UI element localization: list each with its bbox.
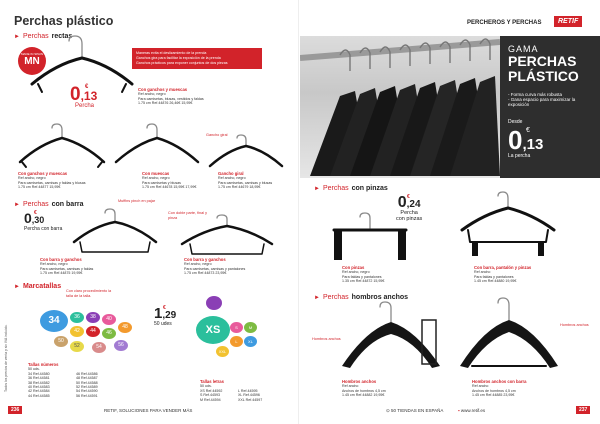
product-hombros-2: Hombros anchos con barra Ref ancho Anchos de hombros 4,5 cm 1.45 cm Ref.44885 23,95€ [472,379,527,398]
size-tag: 40 [102,314,116,325]
gama-panel: GAMA PERCHAS PLÁSTICO - Forma curva más robusta - Gana espacio para maximizar la exposición Desde 0,13 € La percha [500,36,600,178]
hero-hangers-illustration [300,36,500,178]
brand-logo: RETIF [554,16,582,27]
hanger-pinzas-2 [458,190,558,262]
product-row1-2: Con muescas Ref ancho, negro Para camisetas y blusas 1.75 cm Ref.44678 15,95€ 17,99€ [142,171,197,190]
benefit-item: Ganchos gira para facilitar la exposición de la prenda [136,56,221,60]
price-main: € 0,13 Percha [70,84,98,109]
size-tag: S [230,322,243,333]
size-tag: XS [196,316,230,344]
page-number-right: 237 [576,406,590,414]
hanger-barra-1 [70,208,160,258]
size-tag: 34 [40,310,68,332]
product-pinzas-1: Con pinzas Ref ancho, negro Para faldas y pantalones 1.35 cm Ref.44872 15,95€ [342,265,385,284]
footer-stores: ⊙ 50 TIENDAS EN ESPAÑA [386,408,444,413]
size-tag [206,296,222,310]
hanger-hombros-1 [336,300,446,376]
section-arrow-icon: ► [14,33,20,40]
section-con-barra: ► Perchas con barra [14,201,84,208]
size-tag: 38 [86,312,100,323]
table-row: M Ref.44594 XXL Ref.44597 [200,397,263,402]
page-number-left: 236 [8,406,22,414]
hero-photo [300,36,500,178]
price-marcatallas: € 1,29 50 udes [154,305,177,327]
gama-point: - Gana espacio para maximizar la exposición [508,97,576,107]
section-hombros-anchos: ► Perchas hombros anchos [314,294,409,301]
size-tag: L [230,336,243,347]
hanger-row1-2 [112,122,202,172]
benefit-item: Maneras evita el deslizamiento de la prenda [136,51,207,55]
section-arrow-icon: ► [314,294,320,301]
size-tag: M [244,322,257,333]
size-tag: 48 [118,322,132,333]
table-row: XS Ref.44592 L Ref.44595 [200,388,258,393]
tallas-letras-image [196,296,266,360]
size-tag: XL [244,336,257,347]
callout-barra-1: Muffins pinch en pajar [118,199,156,203]
section-arrow-icon: ► [14,201,20,208]
page-title-left: Perchas plástico [14,14,114,28]
size-tag: 46 [102,328,116,339]
gama-price: 0,13 € [508,125,544,155]
section-con-pinzas: ► Perchas con pinzas [314,185,388,192]
benefit-item: Ganchos prácticos para exponer conjuntos de dos piezas [136,61,228,65]
callout-barra-2: Con doble parte, final y pinza [168,211,208,220]
hanger-pinzas-1 [330,212,410,268]
callout-hombros-2: Hombros anchos [560,323,589,327]
footer-website[interactable]: ▪ www.retif.es [458,408,486,413]
size-tag: 56 [114,340,128,351]
table-row: S Ref.44593 XL Ref.44596 [200,393,260,398]
product-top-info: Con ganchos y muescas Ref ancho, negro Para camisetas, blusas, vestidos y faldas 1.75 cm Ref.44876 26,46€ 15,95€ [138,87,204,106]
table-row: 34 Ref.44580 46 Ref.44586 [28,371,98,376]
hanger-row1-1 [16,122,108,172]
product-row2-2: Con barra y ganchos Ref ancho, negro Para camisetas, camisas y pantalones 1.75 cm Ref.44873 23,95€ [184,257,246,276]
section-arrow-icon: ► [14,283,20,290]
price-pinzas: 0,24 € Percha con pinzas [396,194,423,222]
hanger-barra-2 [178,214,276,262]
table-row: 42 Ref.44584 54 Ref.44590 [28,389,98,394]
size-tag: 36 [70,312,84,323]
made-in-logo: MADE IN SPAIN MN [18,47,46,75]
cart-icon: ▪ [458,408,460,413]
header-label: PERCHEROS Y PERCHAS [467,20,542,26]
marca-letras-info: Tallas letras 50 uds. XS Ref.44592 L Ref.44595 S Ref.44593 XL Ref.44596 M Ref.44594 XXL Ref.44597 [200,380,280,402]
hanger-hombros-2 [454,296,564,378]
table-row: 44 Ref.44585 56 Ref.44591 [28,393,98,398]
table-row: 38 Ref.44582 50 Ref.44588 [28,380,98,385]
size-tag: 50 [54,336,68,347]
marca-numeros-info: Tallas números 50 uds. 34 Ref.44580 46 Ref.44586 36 Ref.44581 48 Ref.44587 38 Ref.44582 50 Ref.44588 40 Ref.44583 52 Ref.44589 42 Ref.44584 54 Ref.44590 44 Ref.44585 56 Ref.44591 [28,363,128,398]
tallas-numeros-image [40,310,148,360]
product-hombros-1: Hombros anchos Ref ancho Anchos de hombros 4,5 cm 1.45 cm Ref.44882 19,95€ [342,379,386,398]
product-row2-1: Con barra y ganchos Ref ancho, negro Para camisetas, camisas y faldas 1.75 cm Ref.44875 19,95€ [40,257,94,276]
size-tag: 52 [70,341,84,352]
hanger-row1-3 [206,134,286,174]
size-tag: XXL [216,346,229,357]
product-pinzas-2: Con barra, pantalón y pinzas Ref ancho Para faldas y pantalones 1.45 cm Ref.44880 19,95€ [474,265,532,284]
size-tag: 42 [70,326,84,337]
benefits-box [132,48,262,69]
price-barra: € 0,30 Percha con barra [24,210,63,232]
footer-left: RETIF, SOLUCIONES PARA VENDER MÁS [104,408,193,413]
section-arrow-icon: ► [314,185,320,192]
callout-gancho-giral: Gancho giral [206,133,228,137]
size-tag: 54 [92,342,106,353]
product-row1-3: Gancho giral Ref ancho, negro Para camisetas, camisas y blusas 1.75 cm Ref.44679 18,95€ [218,171,273,190]
section-marcatallas: ► Marcatallas [14,283,62,290]
table-row: 40 Ref.44583 52 Ref.44589 [28,385,98,390]
side-note: Todos los precios de venta y sin IVA incluido. [4,324,8,392]
table-row: 36 Ref.44581 48 Ref.44587 [28,376,98,381]
gama-point: - Forma curva más robusta [508,92,563,97]
marcatallas-callout: Con claro procedimiento la talla de la talla. [66,289,112,298]
callout-hombros-1: Hombros anchos [312,337,341,341]
section-rectas: ► Perchas rectas [14,33,73,40]
size-tag: 44 [86,326,100,337]
page-divider [298,0,299,424]
product-row1-1: Con ganchos y muescas Ref ancho, negro Para camisetas, camisas y faldas y blusas 1.75 cm Ref.44877 15,95€ [18,171,86,190]
location-pin-icon: ⊙ [386,408,390,413]
